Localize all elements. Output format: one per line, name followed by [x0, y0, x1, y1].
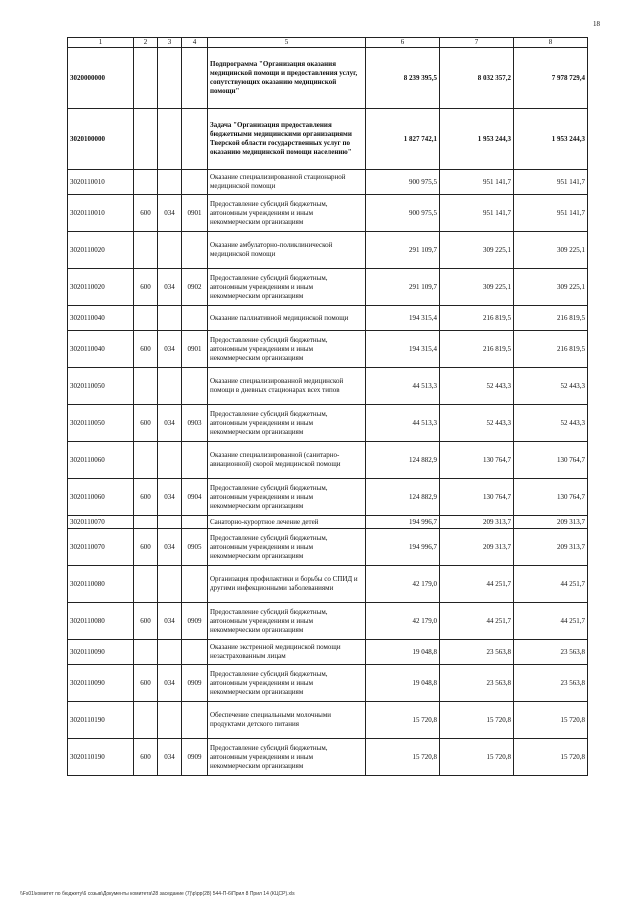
table-row: [68, 405, 588, 442]
row-name-cell: Оказание паллиативной медицинской помощи: [208, 306, 366, 331]
row-amount-2-cell: 130 764,7: [440, 479, 514, 516]
row-code-cell: 3020110020: [68, 232, 134, 269]
row-section-cell: [134, 442, 158, 479]
table-row: [68, 170, 588, 195]
row-amount-2-cell: 44 251,7: [440, 603, 514, 640]
row-amount-3-cell: 209 313,7: [514, 516, 588, 529]
header-cell: 2: [134, 38, 158, 48]
row-amount-2-cell: 44 251,7: [440, 566, 514, 603]
row-amount-3-cell: 309 225,1: [514, 232, 588, 269]
table-row: [68, 195, 588, 232]
row-subsection-cell: [182, 109, 208, 170]
row-amount-3-cell: 309 225,1: [514, 269, 588, 306]
table-row: [68, 640, 588, 665]
row-section-cell: 600: [134, 331, 158, 368]
row-subsection-cell: [182, 170, 208, 195]
row-group-cell: 034: [158, 269, 182, 306]
table-row: [68, 109, 588, 170]
row-amount-1-cell: 194 996,7: [366, 516, 440, 529]
row-amount-1-cell: 8 239 395,5: [366, 48, 440, 109]
row-amount-2-cell: 951 141,7: [440, 170, 514, 195]
row-name-cell: Организация профилактики и борьбы со СПИД и другими инфекционными заболеваниями: [208, 566, 366, 603]
row-amount-2-cell: 209 313,7: [440, 529, 514, 566]
table-row: [68, 442, 588, 479]
row-amount-2-cell: 130 764,7: [440, 442, 514, 479]
row-group-cell: 034: [158, 603, 182, 640]
row-code-cell: 3020110080: [68, 603, 134, 640]
header-cell: 4: [182, 38, 208, 48]
row-section-cell: [134, 516, 158, 529]
row-code-cell: 3020110040: [68, 306, 134, 331]
row-code-cell: 3020110090: [68, 665, 134, 702]
row-group-cell: [158, 640, 182, 665]
row-section-cell: [134, 48, 158, 109]
row-section-cell: [134, 306, 158, 331]
header-cell: 8: [514, 38, 588, 48]
row-subsection-cell: [182, 48, 208, 109]
row-code-cell: 3020110010: [68, 170, 134, 195]
row-subsection-cell: 0901: [182, 195, 208, 232]
row-section-cell: 600: [134, 195, 158, 232]
row-amount-3-cell: 44 251,7: [514, 603, 588, 640]
row-subsection-cell: 0904: [182, 479, 208, 516]
row-group-cell: [158, 702, 182, 739]
row-subsection-cell: 0909: [182, 739, 208, 776]
row-name-cell: Санаторно-курортное лечение детей: [208, 516, 366, 529]
header-cell: 3: [158, 38, 182, 48]
row-amount-1-cell: 44 513,3: [366, 368, 440, 405]
row-name-cell: Предоставление субсидий бюджетным, автономным учреждениям и иным некоммерческим организациям: [208, 269, 366, 306]
row-subsection-cell: 0909: [182, 665, 208, 702]
row-amount-2-cell: 209 313,7: [440, 516, 514, 529]
row-amount-1-cell: 194 315,4: [366, 331, 440, 368]
row-amount-2-cell: 216 819,5: [440, 331, 514, 368]
row-name-cell: Обеспечение специальными молочными продуктами детского питания: [208, 702, 366, 739]
table-row: [68, 702, 588, 739]
row-section-cell: 600: [134, 603, 158, 640]
row-code-cell: 3020110050: [68, 405, 134, 442]
row-code-cell: 3020110070: [68, 529, 134, 566]
row-code-cell: 3020110010: [68, 195, 134, 232]
row-group-cell: 034: [158, 665, 182, 702]
row-code-cell: 3020110080: [68, 566, 134, 603]
row-code-cell: 3020110190: [68, 739, 134, 776]
row-subsection-cell: [182, 640, 208, 665]
row-amount-3-cell: 52 443,3: [514, 368, 588, 405]
row-amount-3-cell: 52 443,3: [514, 405, 588, 442]
row-name-cell: Предоставление субсидий бюджетным, автономным учреждениям и иным некоммерческим организациям: [208, 479, 366, 516]
row-group-cell: [158, 442, 182, 479]
row-group-cell: 034: [158, 195, 182, 232]
table-row: [68, 269, 588, 306]
row-code-cell: 3020000000: [68, 48, 134, 109]
table-row: [68, 232, 588, 269]
row-amount-1-cell: 15 720,8: [366, 702, 440, 739]
row-amount-1-cell: 900 975,5: [366, 170, 440, 195]
row-name-cell: Предоставление субсидий бюджетным, автономным учреждениям и иным некоммерческим организациям: [208, 195, 366, 232]
row-amount-2-cell: 23 563,8: [440, 665, 514, 702]
table-row: [68, 48, 588, 109]
budget-table: [67, 37, 588, 776]
row-amount-1-cell: 1 827 742,1: [366, 109, 440, 170]
row-amount-1-cell: 15 720,8: [366, 739, 440, 776]
row-group-cell: [158, 516, 182, 529]
row-amount-3-cell: 216 819,5: [514, 306, 588, 331]
row-amount-2-cell: 52 443,3: [440, 368, 514, 405]
row-code-cell: 3020110090: [68, 640, 134, 665]
row-amount-3-cell: 15 720,8: [514, 739, 588, 776]
row-amount-1-cell: 42 179,0: [366, 566, 440, 603]
row-group-cell: [158, 109, 182, 170]
table-row: [68, 739, 588, 776]
row-subsection-cell: 0905: [182, 529, 208, 566]
table-row: [68, 665, 588, 702]
row-amount-1-cell: 194 315,4: [366, 306, 440, 331]
row-code-cell: 3020110060: [68, 479, 134, 516]
row-name-cell: Оказание специализированной стационарной медицинской помощи: [208, 170, 366, 195]
header-cell: 1: [68, 38, 134, 48]
row-section-cell: 600: [134, 269, 158, 306]
row-amount-1-cell: 194 996,7: [366, 529, 440, 566]
row-group-cell: [158, 306, 182, 331]
row-amount-1-cell: 291 109,7: [366, 232, 440, 269]
row-section-cell: 600: [134, 479, 158, 516]
row-section-cell: [134, 109, 158, 170]
row-section-cell: 600: [134, 739, 158, 776]
row-amount-3-cell: 15 720,8: [514, 702, 588, 739]
row-subsection-cell: [182, 368, 208, 405]
row-amount-3-cell: 44 251,7: [514, 566, 588, 603]
table-row: [68, 603, 588, 640]
row-group-cell: 034: [158, 529, 182, 566]
row-subsection-cell: [182, 516, 208, 529]
row-section-cell: [134, 232, 158, 269]
row-amount-3-cell: 7 978 729,4: [514, 48, 588, 109]
row-amount-3-cell: 130 764,7: [514, 479, 588, 516]
table-row: [68, 368, 588, 405]
row-subsection-cell: [182, 566, 208, 603]
row-code-cell: 3020110040: [68, 331, 134, 368]
row-subsection-cell: 0901: [182, 331, 208, 368]
row-subsection-cell: 0902: [182, 269, 208, 306]
row-subsection-cell: 0903: [182, 405, 208, 442]
row-code-cell: 3020110070: [68, 516, 134, 529]
row-amount-1-cell: 42 179,0: [366, 603, 440, 640]
row-name-cell: Предоставление субсидий бюджетным, автономным учреждениям и иным некоммерческим организациям: [208, 331, 366, 368]
row-amount-1-cell: 124 882,9: [366, 442, 440, 479]
row-subsection-cell: 0909: [182, 603, 208, 640]
table-row: [68, 566, 588, 603]
row-name-cell: Задача "Организация предоставления бюджетными медицинскими организациями Тверской области государственных услуг по оказанию медицинской помощи населению": [208, 109, 366, 170]
row-amount-2-cell: 52 443,3: [440, 405, 514, 442]
row-name-cell: Предоставление субсидий бюджетным, автономным учреждениям и иным некоммерческим организациям: [208, 603, 366, 640]
row-amount-3-cell: 130 764,7: [514, 442, 588, 479]
row-section-cell: [134, 566, 158, 603]
row-amount-1-cell: 900 975,5: [366, 195, 440, 232]
row-amount-2-cell: 216 819,5: [440, 306, 514, 331]
header-row: [68, 38, 588, 48]
row-name-cell: Оказание специализированной (санитарно-авиационной) скорой медицинской помощи: [208, 442, 366, 479]
header-cell: 6: [366, 38, 440, 48]
row-amount-3-cell: 1 953 244,3: [514, 109, 588, 170]
row-amount-2-cell: 15 720,8: [440, 702, 514, 739]
row-amount-3-cell: 951 141,7: [514, 195, 588, 232]
row-amount-1-cell: 19 048,8: [366, 665, 440, 702]
row-amount-3-cell: 23 563,8: [514, 640, 588, 665]
file-path-footer: \\Fs01\комитет по бюджету\6 созыв\Документы комитета\28 заседание (7)\р\рр(28) 544-П-6\Прил 8 Прил 14 (КЦСР).xls: [20, 891, 295, 897]
row-code-cell: 3020110060: [68, 442, 134, 479]
row-amount-3-cell: 209 313,7: [514, 529, 588, 566]
row-amount-3-cell: 951 141,7: [514, 170, 588, 195]
row-group-cell: 034: [158, 405, 182, 442]
row-name-cell: Оказание амбулаторно-поликлинической медицинской помощи: [208, 232, 366, 269]
row-group-cell: [158, 170, 182, 195]
row-amount-2-cell: 23 563,8: [440, 640, 514, 665]
row-amount-1-cell: 19 048,8: [366, 640, 440, 665]
row-amount-2-cell: 951 141,7: [440, 195, 514, 232]
row-amount-3-cell: 216 819,5: [514, 331, 588, 368]
row-amount-2-cell: 1 953 244,3: [440, 109, 514, 170]
row-amount-1-cell: 44 513,3: [366, 405, 440, 442]
row-amount-1-cell: 291 109,7: [366, 269, 440, 306]
table-row: [68, 306, 588, 331]
table-row: [68, 516, 588, 529]
table-body: [68, 48, 588, 776]
row-group-cell: [158, 48, 182, 109]
row-group-cell: 034: [158, 331, 182, 368]
page-number: 18: [593, 20, 600, 28]
row-name-cell: Предоставление субсидий бюджетным, автономным учреждениям и иным некоммерческим организациям: [208, 739, 366, 776]
row-amount-1-cell: 124 882,9: [366, 479, 440, 516]
row-group-cell: 034: [158, 479, 182, 516]
row-section-cell: [134, 170, 158, 195]
header-cell: 5: [208, 38, 366, 48]
row-code-cell: 3020110050: [68, 368, 134, 405]
row-code-cell: 3020110020: [68, 269, 134, 306]
row-name-cell: Предоставление субсидий бюджетным, автономным учреждениям и иным некоммерческим организациям: [208, 405, 366, 442]
row-amount-3-cell: 23 563,8: [514, 665, 588, 702]
row-subsection-cell: [182, 306, 208, 331]
row-name-cell: Подпрограмма "Организация оказания медицинской помощи и предоставления услуг, сопутствующих оказанию медицинской помощи": [208, 48, 366, 109]
row-name-cell: Оказание экстренной медицинской помощи незастрахованным лицам: [208, 640, 366, 665]
table-row: [68, 331, 588, 368]
row-amount-2-cell: 309 225,1: [440, 269, 514, 306]
row-name-cell: Предоставление субсидий бюджетным, автономным учреждениям и иным некоммерческим организациям: [208, 529, 366, 566]
row-group-cell: [158, 368, 182, 405]
table-row: [68, 529, 588, 566]
row-code-cell: 3020100000: [68, 109, 134, 170]
row-section-cell: [134, 640, 158, 665]
row-subsection-cell: [182, 232, 208, 269]
row-section-cell: [134, 368, 158, 405]
row-name-cell: Оказание специализированной медицинской помощи в дневных стационарах всех типов: [208, 368, 366, 405]
row-amount-2-cell: 8 032 357,2: [440, 48, 514, 109]
row-group-cell: [158, 232, 182, 269]
row-section-cell: 600: [134, 405, 158, 442]
row-code-cell: 3020110190: [68, 702, 134, 739]
row-amount-2-cell: 15 720,8: [440, 739, 514, 776]
table-row: [68, 479, 588, 516]
row-amount-2-cell: 309 225,1: [440, 232, 514, 269]
row-section-cell: 600: [134, 529, 158, 566]
row-section-cell: [134, 702, 158, 739]
row-group-cell: 034: [158, 739, 182, 776]
header-cell: 7: [440, 38, 514, 48]
row-subsection-cell: [182, 442, 208, 479]
row-group-cell: [158, 566, 182, 603]
row-subsection-cell: [182, 702, 208, 739]
row-name-cell: Предоставление субсидий бюджетным, автономным учреждениям и иным некоммерческим организациям: [208, 665, 366, 702]
row-section-cell: 600: [134, 665, 158, 702]
